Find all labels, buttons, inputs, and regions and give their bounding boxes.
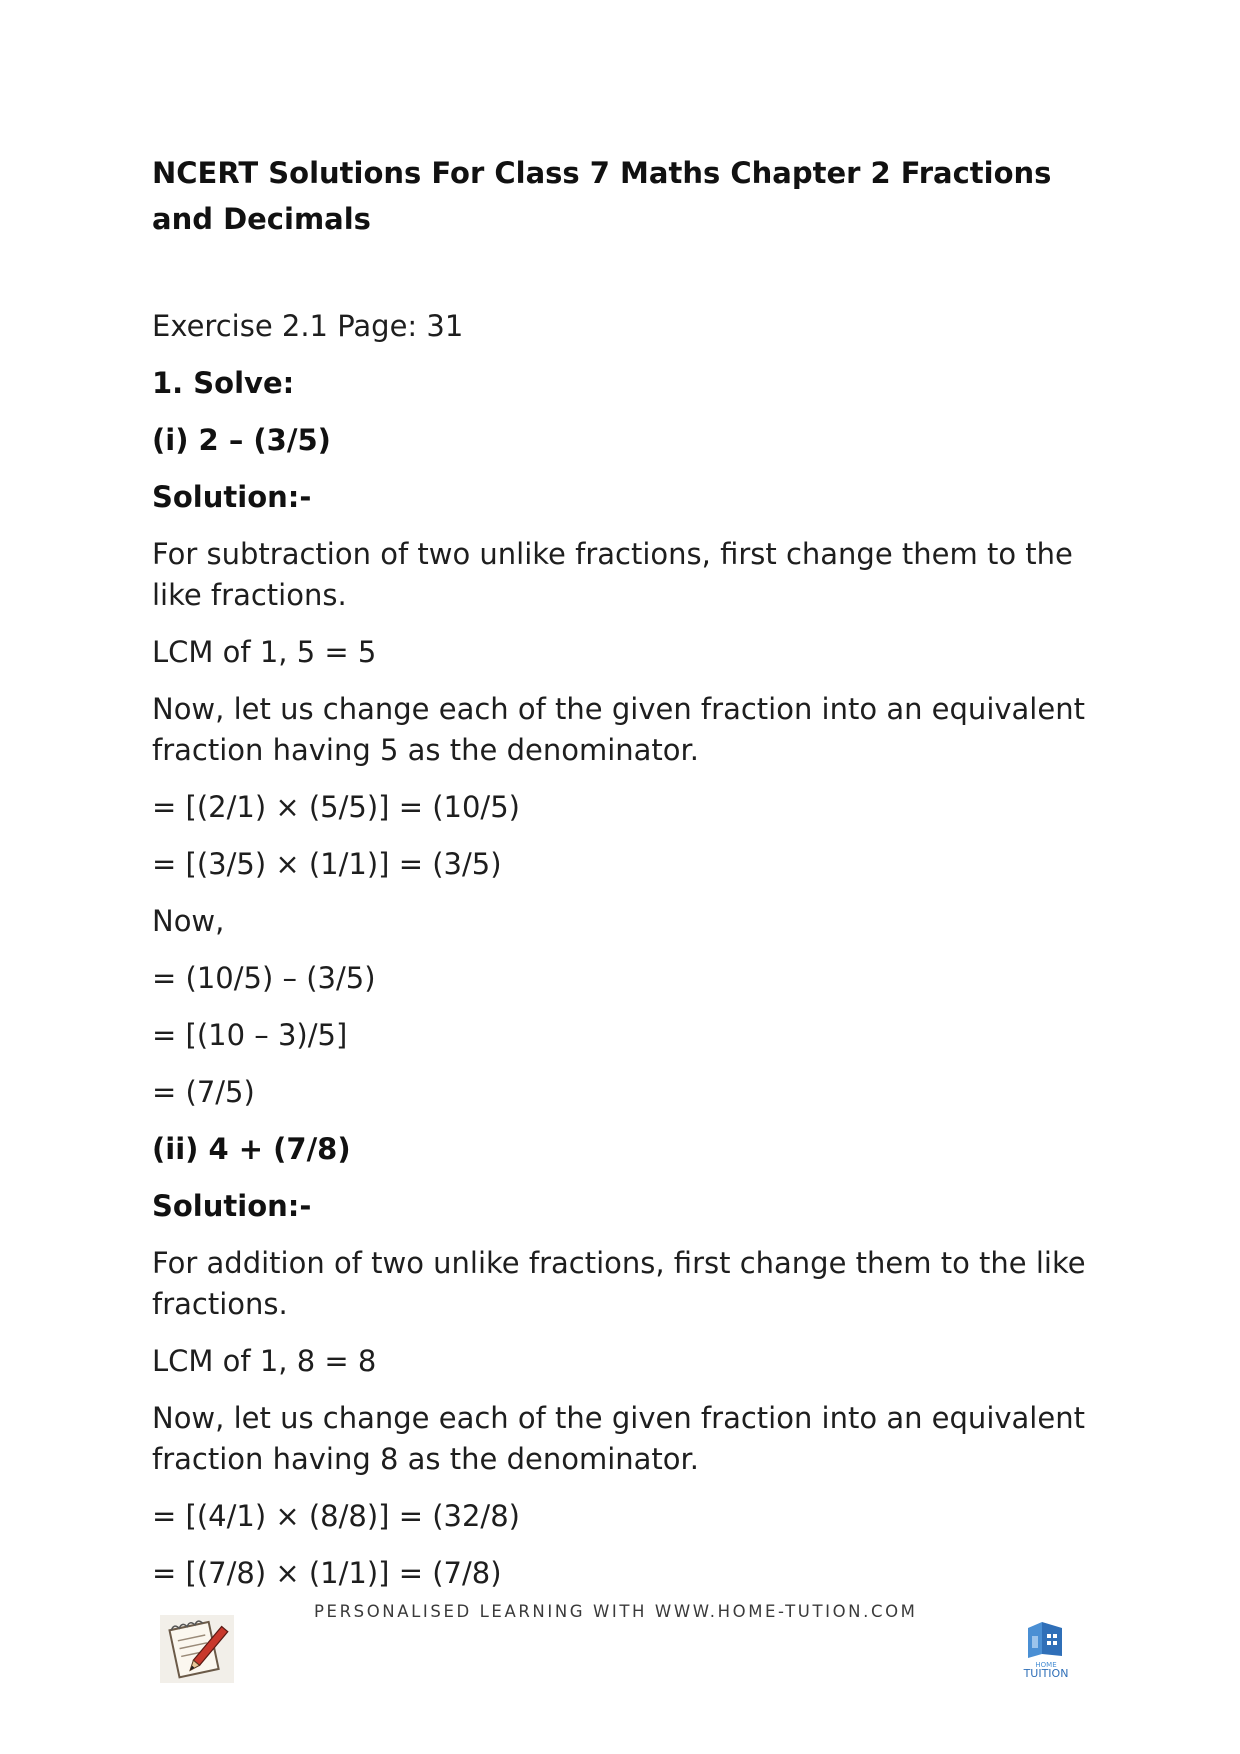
text-line: = (10/5) – (3/5) [152, 961, 376, 995]
text-line: Now, let us change each of the given fraction into an equivalent fraction having 5 as the denominator. [152, 692, 1085, 767]
text-line: = [(7/8) × (1/1)] = (7/8) [152, 1556, 502, 1590]
text-line: = [(2/1) × (5/5)] = (10/5) [152, 790, 520, 824]
heading-line: (i) 2 – (3/5) [152, 423, 331, 457]
text-line: = (7/5) [152, 1075, 255, 1109]
text-line: LCM of 1, 5 = 5 [152, 635, 377, 669]
page-title: NCERT Solutions For Class 7 Maths Chapter 2 Fractions and Decimals [152, 156, 1052, 236]
home-tuition-logo [1014, 1620, 1078, 1680]
text-line: = [(4/1) × (8/8)] = (32/8) [152, 1499, 520, 1533]
footer-tagline: PERSONALISED LEARNING WITH WWW.HOME-TUTION.COM [314, 1602, 918, 1621]
heading-line: Solution:- [152, 1189, 312, 1223]
notepad-pencil-icon [160, 1615, 234, 1683]
text-line: = [(10 – 3)/5] [152, 1018, 348, 1052]
text-line: Now, let us change each of the given fraction into an equivalent fraction having 8 as the denominator. [152, 1401, 1085, 1476]
heading-line: 1. Solve: [152, 366, 295, 400]
svg-text:TUITION: TUITION [1023, 1667, 1069, 1680]
heading-line: (ii) 4 + (7/8) [152, 1132, 351, 1166]
text-line: LCM of 1, 8 = 8 [152, 1344, 377, 1378]
text-line: For addition of two unlike fractions, first change them to the like fractions. [152, 1246, 1086, 1321]
document-body [152, 306, 1092, 1610]
svg-text:HOME: HOME [1035, 1661, 1057, 1669]
text-line: Now, [152, 904, 225, 938]
heading-line: Solution:- [152, 480, 312, 514]
text-line: Exercise 2.1 Page: 31 [152, 309, 464, 343]
text-line: For subtraction of two unlike fractions, first change them to the like fractions. [152, 537, 1073, 612]
text-line: = [(3/5) × (1/1)] = (3/5) [152, 847, 502, 881]
